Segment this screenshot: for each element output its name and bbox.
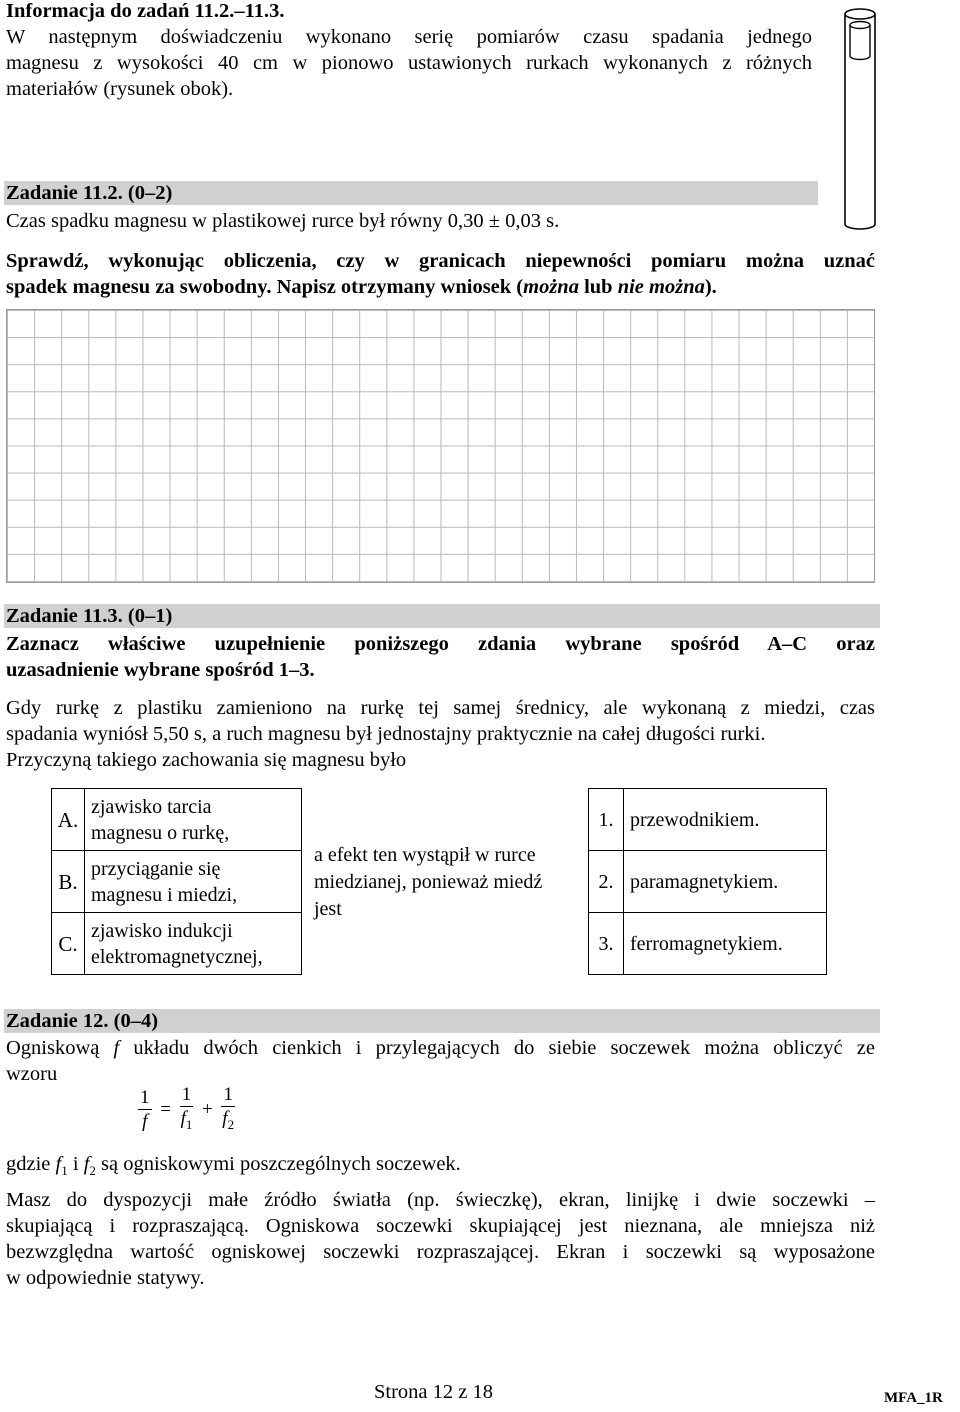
task-paragraph: Masz do dyspozycji małe źródło światła (np. świeczkę), ekran, linijkę i dwie soczewki – xyxy=(6,1189,875,1211)
task-paragraph: Ogniskową f układu dwóch cienkich i przylegających do siebie soczewek można obliczyć ze xyxy=(6,1037,875,1059)
lens-formula: $\frac{1}{f}$ = $\frac{1}{f_1}$ + $\frac{1}{f_2}$ xyxy=(140,1084,235,1132)
option-letter[interactable]: B. xyxy=(52,851,85,913)
option-text: zjawisko indukcji elektromagnetycznej, xyxy=(85,913,302,975)
info-line: W następnym doświadczeniu wykonano serię pomiarów czasu spadania jednego xyxy=(6,26,812,48)
magnet-icon xyxy=(850,22,870,60)
option-letter[interactable]: C. xyxy=(52,913,85,975)
task-paragraph: w odpowiednie statywy. xyxy=(6,1267,205,1289)
reason-text: przewodnikiem. xyxy=(624,789,827,851)
task-header: Zadanie 11.3. (0–1) xyxy=(4,604,880,628)
task-header: Zadanie 11.2. (0–2) xyxy=(4,181,818,205)
option-text: zjawisko tarcia magnesu o rurkę, xyxy=(85,789,302,851)
task-paragraph: gdzie $f_1$ i $f_2$ są ogniskowymi poszczególnych soczewek. xyxy=(6,1153,461,1179)
exam-code: MFA_1R xyxy=(884,1390,943,1406)
reason-number[interactable]: 2. xyxy=(589,851,624,913)
info-line: magnesu z wysokości 40 cm w pionowo ustawionych rurkach wykonanych z różnych xyxy=(6,52,812,74)
task-instruction: spadek magnesu za swobodny. Napisz otrzymany wniosek (można lub nie można). xyxy=(6,276,717,298)
option-text: przyciąganie się magnesu i miedzi, xyxy=(85,851,302,913)
task-instruction: uzasadnienie wybrane spośród 1–3. xyxy=(6,659,315,681)
answer-grid[interactable] xyxy=(6,309,875,583)
reason-text: paramagnetykiem. xyxy=(624,851,827,913)
task-paragraph: Przyczyną takiego zachowania się magnesu było xyxy=(6,749,407,771)
reason-number[interactable]: 3. xyxy=(589,913,624,975)
task-paragraph: Gdy rurkę z plastiku zamieniono na rurkę tej samej średnicy, ale wykonaną z miedzi, czas xyxy=(6,697,875,719)
info-line: materiałów (rysunek obok). xyxy=(6,78,234,100)
reasons-table xyxy=(588,788,827,975)
info-title: Informacja do zadań 11.2.–11.3. xyxy=(6,0,285,22)
option-row[interactable] xyxy=(52,913,302,975)
task-statement: Czas spadku magnesu w plastikowej rurce był równy 0,30 ± 0,03 s. xyxy=(6,210,560,232)
task-instruction: Zaznacz właściwe uzupełnienie poniższego zdania wybrane spośród A–C oraz xyxy=(6,633,875,655)
option-row[interactable] xyxy=(52,789,302,851)
task-instruction: Sprawdź, wykonując obliczenia, czy w granicach niepewności pomiaru można uznać xyxy=(6,250,875,272)
task-paragraph: wzoru xyxy=(6,1063,58,1085)
page-number: Strona 12 z 18 xyxy=(374,1381,493,1403)
reason-text: ferromagnetykiem. xyxy=(624,913,827,975)
reason-number[interactable]: 1. xyxy=(589,789,624,851)
task-paragraph: bezwzględna wartość ogniskowej soczewki rozpraszającej. Ekran i soczewki są wyposażone xyxy=(6,1241,875,1263)
task-paragraph: skupiającą i rozpraszającą. Ogniskowa soczewki skupiającej jest nieznana, ale mniejsza niż xyxy=(6,1215,875,1237)
option-row[interactable] xyxy=(52,851,302,913)
reason-row[interactable] xyxy=(589,789,827,851)
reason-row[interactable] xyxy=(589,913,827,975)
options-table xyxy=(51,788,302,975)
reason-row[interactable] xyxy=(589,851,827,913)
option-letter[interactable]: A. xyxy=(52,789,85,851)
tube-illustration xyxy=(842,4,878,230)
middle-text: a efekt ten wystąpił w rurce miedzianej, ponieważ miedź jest xyxy=(314,844,543,920)
task-header: Zadanie 12. (0–4) xyxy=(4,1009,880,1033)
task-paragraph: spadania wyniósł 5,50 s, a ruch magnesu był jednostajny praktycznie na całej długości rurki. xyxy=(6,723,766,745)
